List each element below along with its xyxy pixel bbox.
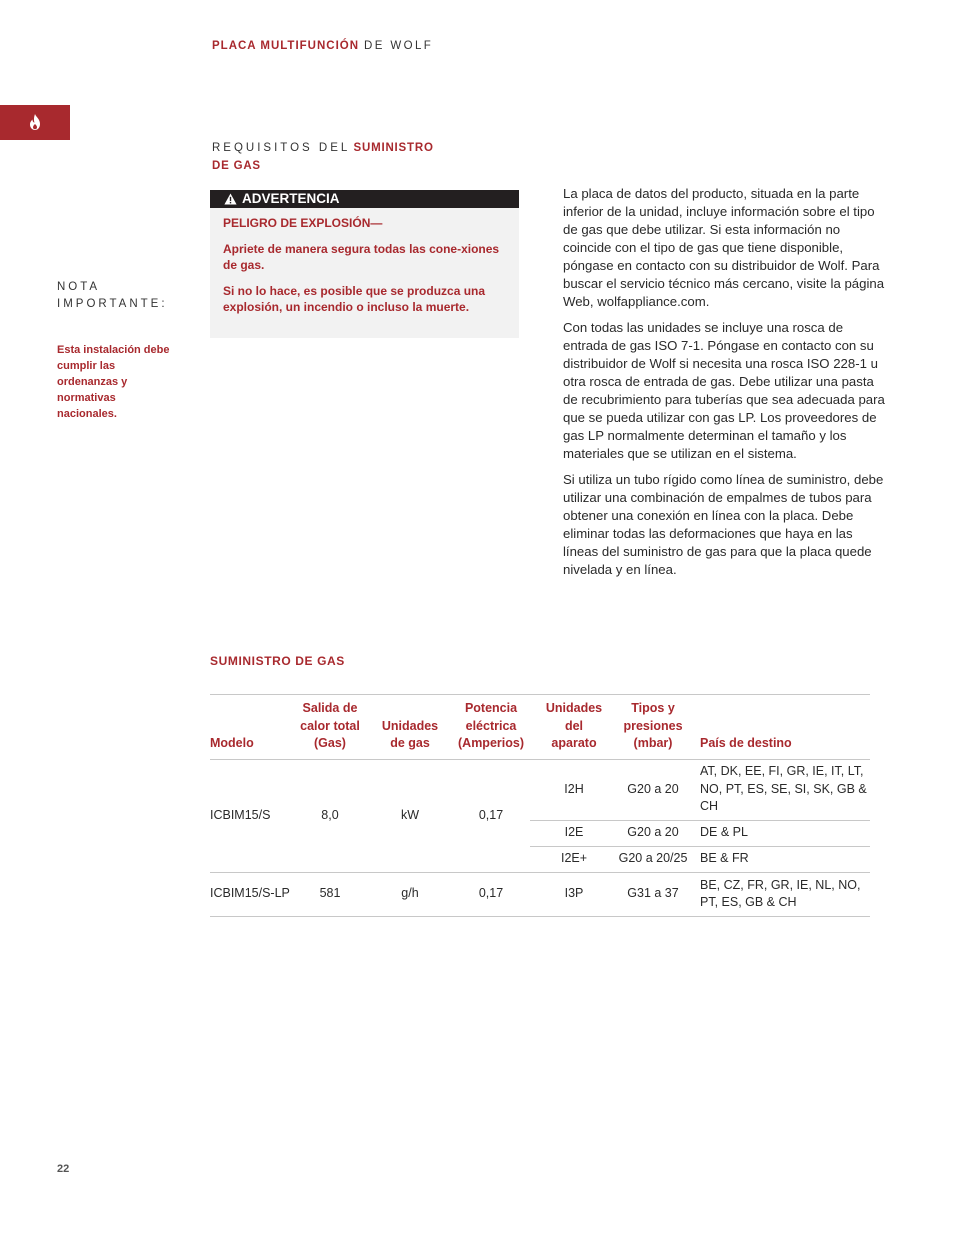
table-row — [210, 872, 870, 916]
cell-tipo: G31 a 37 — [618, 872, 688, 916]
cell-aparato: I3P — [530, 872, 618, 916]
cell-potencia: 0,17 — [478, 807, 504, 822]
cell-tipo: G20 a 20 — [627, 781, 679, 796]
body-text — [563, 185, 885, 587]
cell-pais: AT, DK, EE, FI, GR, IE, IT, LT, NO, PT, ES, SE, SI, SK, GB & CH — [700, 764, 867, 814]
warning-box — [210, 190, 519, 338]
header-modelo: Modelo — [210, 736, 254, 750]
warning-para-1: Apriete de manera segura todas las cone-xiones de gas. — [223, 241, 500, 272]
cell-potencia: 0,17 — [452, 872, 530, 916]
warning-body — [210, 208, 519, 316]
page-number: 22 — [57, 1163, 70, 1175]
header-pais: País de destino — [700, 736, 792, 750]
cell-salida: 581 — [292, 872, 368, 916]
section-heading — [212, 139, 434, 175]
warning-triangle-icon — [224, 193, 237, 205]
section-tab — [0, 105, 70, 140]
note-text: Esta instalación debe cumplir las ordenanzas y normativas nacionales. — [57, 344, 170, 420]
warning-para-2: Si no lo hace, es posible que se produzca una explosión, un incendio o incluso la muerte. — [223, 283, 486, 314]
cell-pais: DE & PL — [688, 820, 870, 846]
body-para-3: Si utiliza un tubo rígido como línea de suministro, debe utilizar una combinación de empalmes de tubos para obtener una conexión en línea con la placa. Debe eliminar todas las deformaciones que haya en las líneas del suministro de gas para que la placa quede nivelada y en línea. — [563, 472, 884, 577]
body-para-2: Con todas las unidades se incluye una rosca de entrada de gas ISO 7-1. Póngase en contacto con su distribuidor de Wolf si necesita una rosca ISO 228-1 u otra rosca de entrada de gas. Debe utilizar una pasta de recubrimiento para tuberías que sea adecuada para que se pueda utilizar con gas LP. Los proveedores de gas LP normalmente determinan el tamaño y los materiales que se utilizan en el sistema. — [563, 320, 885, 461]
header-salida: Salida de calor total (Gas) — [300, 701, 360, 750]
cell-pais: BE & FR — [688, 846, 870, 872]
header-tipos: Tipos y presiones (mbar) — [623, 701, 683, 750]
warning-heading: PELIGRO DE EXPLOSIÓN— — [223, 216, 383, 230]
cell-modelo: ICBIM15/S — [210, 807, 271, 822]
gas-supply-table — [210, 694, 870, 917]
header-title-bold: PLACA MULTIFUNCIÓN — [212, 40, 360, 52]
cell-aparato: I2E+ — [530, 846, 618, 872]
note-label-line1: NOTA — [57, 281, 101, 293]
note-label-line2: IMPORTANTE: — [57, 298, 168, 310]
header-title-light: DE WOLF — [364, 40, 434, 52]
section-heading-bold-1: SUMINISTRO — [353, 142, 434, 154]
header-unidades-aparato: Unidades del aparato — [545, 701, 603, 750]
cell-tipo: G20 a 20/25 — [618, 846, 688, 872]
cell-tipo: G20 a 20 — [618, 820, 688, 846]
warning-title: ADVERTENCIA — [242, 191, 340, 206]
table-header-row — [210, 695, 870, 760]
flame-icon — [29, 114, 41, 130]
running-header — [212, 40, 433, 52]
note-label — [57, 279, 168, 313]
cell-pais: BE, CZ, FR, GR, IE, NL, NO, PT, ES, GB & CH — [688, 872, 870, 916]
cell-modelo: ICBIM15/S-LP — [210, 872, 292, 916]
warning-bar — [210, 190, 519, 208]
body-para-1: La placa de datos del producto, situada en la parte inferior de la unidad, incluye información sobre el tipo de gas que debe utilizar. Si esta información no coincide con el tipo de gas que tiene disponible, póngase en contacto con su distribuidor de Wolf. Para buscar el servicio técnico más cercano, visite la página Web, wolfappliance.com. — [563, 186, 885, 309]
table-row — [210, 759, 870, 820]
header-unidades-gas: Unidades de gas — [381, 718, 439, 750]
cell-salida: 8,0 — [321, 807, 339, 822]
cell-aparato: I2E — [530, 820, 618, 846]
cell-unidad-gas: kW — [400, 807, 420, 822]
section-heading-bold-2: DE GAS — [212, 160, 261, 172]
header-potencia: Potencia eléctrica (Amperios) — [458, 701, 524, 750]
table-title: SUMINISTRO DE GAS — [210, 654, 345, 668]
section-heading-light: REQUISITOS DEL — [212, 142, 351, 154]
cell-unidad-gas: g/h — [368, 872, 452, 916]
cell-aparato: I2H — [564, 781, 584, 796]
